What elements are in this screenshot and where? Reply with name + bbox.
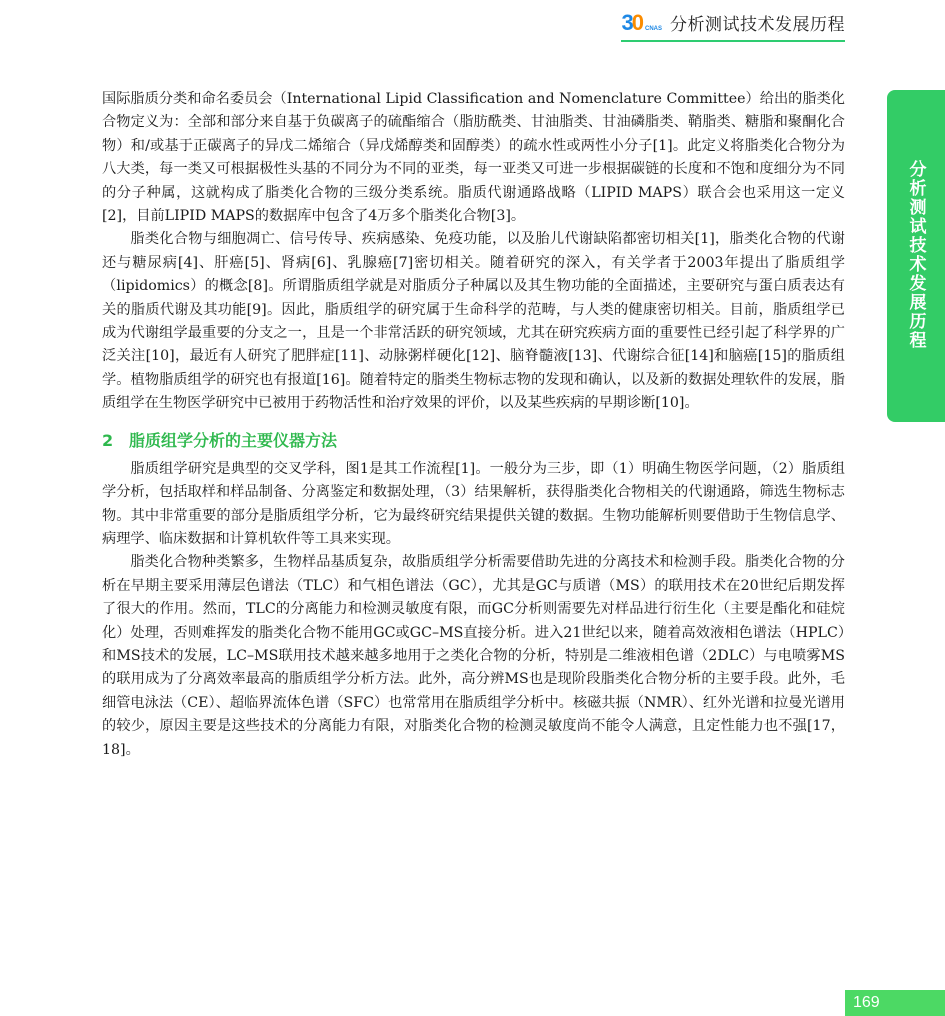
side-chapter-tab xyxy=(887,90,945,422)
logo-digit-3: 3 xyxy=(621,9,634,35)
logo-digit-0: 0 xyxy=(631,9,644,35)
paragraph-2: 脂类化合物与细胞凋亡、信号传导、疾病感染、免疫功能，以及胎儿代谢缺陷都密切相关[1]，脂类化合物的代谢还与糖尿病[4]、肝癌[5]、肾病[6]、乳腺癌[7]密切相关。随着研究的深入，有关学者于2003年提出了脂质组学（lipidomics）的概念[8]。所谓脂质组学就是对脂质分子种属以及其生物功能的全面描述，主要研究与蛋白质表达有关的脂质代谢及其功能[9]。因此，脂质组学的研究属于生命科学的范畴，与人类的健康密切相关。目前，脂质组学已成为代谢组学最重要的分支之一，且是一个非常活跃的研究领域，尤其在研究疾病方面的重要性已经引起了科学界的广泛关注[10]，最近有人研究了肥胖症[11]、动脉粥样硬化[12]、脑脊髓液[13]、代谢综合征[14]和脑癌[15]的脂质组学。植物脂质组学的研究也有报道[16]。随着特定的脂类生物标志物的发现和确认，以及新的数据处理软件的发展，脂质组学在生物医学研究中已被用于药物活性和治疗效果的评价，以及某些疾病的早期诊断[10]。 xyxy=(102,231,845,412)
side-tab-label: 分析测试技术发展历程 xyxy=(905,160,926,350)
section-heading xyxy=(102,428,845,454)
article-body xyxy=(102,88,845,762)
section-number: 2 xyxy=(102,430,114,450)
paragraph-4: 脂类化合物种类繁多，生物样品基质复杂，故脂质组学分析需要借助先进的分离技术和检测手段。脂类化合物的分析在早期主要采用薄层色谱法（TLC）和气相色谱法（GC），尤其是GC与质谱（MS）的联用技术在20世纪后期发挥了很大的作用。然而，TLC的分离能力和检测灵敏度有限，而GC分析则需要先对样品进行衍生化（主要是酯化和硅烷化）处理，否则难挥发的脂类化合物不能用GC或GC–MS直接分析。进入21世纪以来，随着高效液相色谱法（HPLC）和MS技术的发展，LC–MS联用技术越来越多地用于之类化合物的分析，特别是二维液相色谱（2DLC）与电喷雾MS的联用成为了分离效率最高的脂质组学分析方法。此外，高分辨MS也是现阶段脂类化合物分析的主要手段。此外，毛细管电泳法（CE）、超临界流体色谱（SFC）也常常用在脂质组学分析中。核磁共振（NMR）、红外光谱和拉曼光谱用的较少，原因主要是这些技术的分离能力有限，对脂类化合物的检测灵敏度尚不能令人满意，且定性能力也不强[17，18]。 xyxy=(102,554,845,758)
paragraph-1: 国际脂质分类和命名委员会（International Lipid Classification and Nomenclature Committee）给出的脂类化合物定义为：全部和部分来自基于负碳离子的硫酯缩合（脂肪酰类、甘油脂类、甘油磷脂类、鞘脂类、糖脂和聚酮化合物）和/或基于正碳离子的异戊二烯缩合（异戊烯醇类和固醇类）的疏水性或两性小分子[1]。此定义将脂类化合物分为八大类，每一类又可根据极性头基的不同分为不同的亚类，每一亚类又可进一步根据碳链的长度和不饱和度细分为不同的分子种属，这就构成了脂类化合物的三级分类系统。脂质代谢通路战略（LIPID MAPS）联合会也采用这一定义[2]，目前LIPID MAPS的数据库中包含了4万多个脂类化合物[3]。 xyxy=(102,91,845,225)
logo-small-text: CNAS xyxy=(644,25,662,32)
paragraph-3: 脂质组学研究是典型的交叉学科，图1是其工作流程[1]。一般分为三步，即（1）明确生物医学问题，（2）脂质组学分析，包括取样和样品制备、分离鉴定和数据处理，（3）结果解析，获得脂类化合物相关的代谢通路，筛选生物标志物。其中非常重要的部分是脂质组学分析，它为最终研究结果提供关键的数据。生物功能解析则要借助于生物信息学、病理学、临床数据和计算机软件等工具来实现。 xyxy=(102,460,845,547)
page-header xyxy=(621,10,845,42)
running-title: 分析测试技术发展历程 xyxy=(670,15,845,35)
anniversary-logo xyxy=(621,9,662,35)
page-number: 169 xyxy=(845,990,945,1016)
section-title: 脂质组学分析的主要仪器方法 xyxy=(129,430,338,450)
